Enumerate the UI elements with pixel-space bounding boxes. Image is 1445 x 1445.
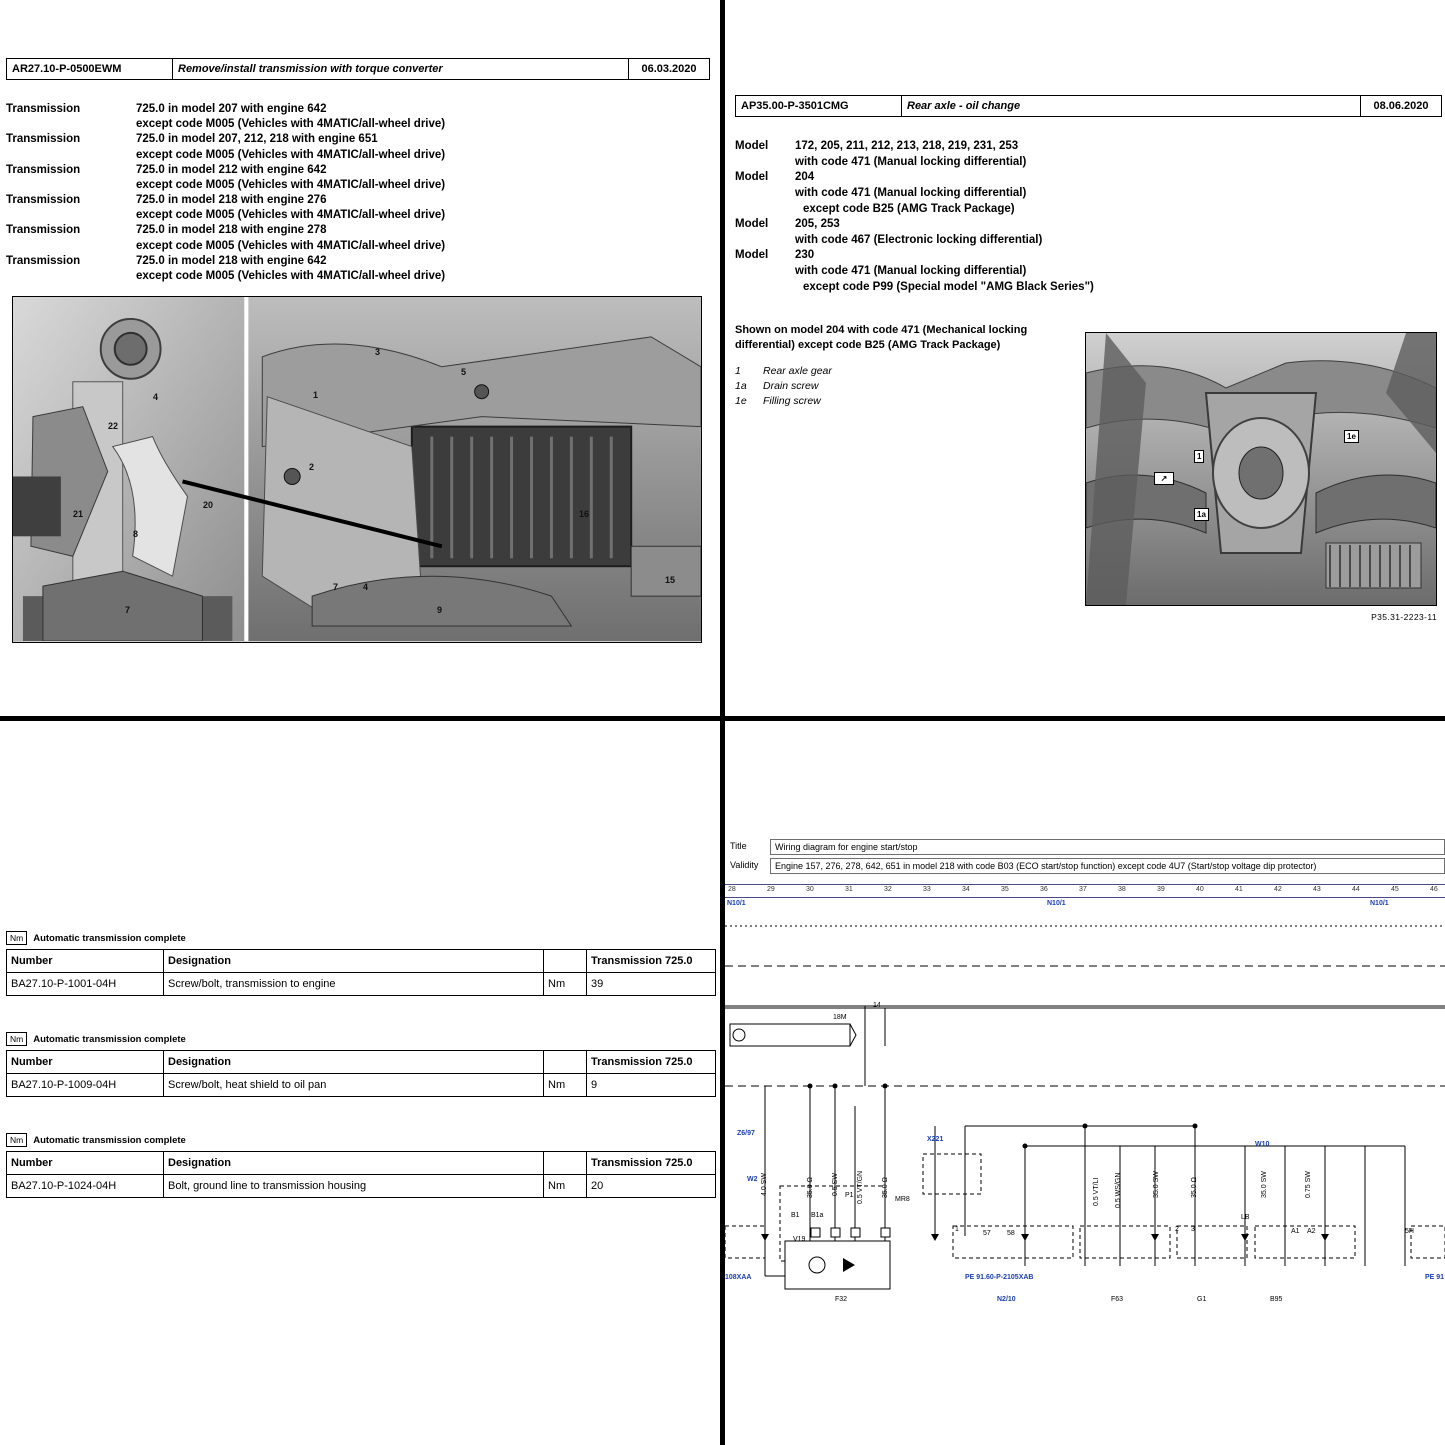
model-label: Model bbox=[735, 140, 769, 152]
transmission-note: except code M005 (Vehicles with 4MATIC/all-wheel drive) bbox=[136, 209, 446, 222]
transmission-value: 725.0 in model 218 with engine 276 bbox=[136, 194, 327, 207]
component-label-v19: V19 bbox=[793, 1236, 806, 1243]
cell-number: BA27.10-P-1024-04H bbox=[7, 1175, 164, 1198]
misc-label-18m: 18M bbox=[833, 1014, 847, 1021]
misc-label-lb: LB bbox=[1241, 1214, 1250, 1221]
ruler-tick: 40 bbox=[1196, 886, 1204, 893]
legend-text: Filling screw bbox=[763, 395, 821, 408]
cell-value: 39 bbox=[587, 973, 716, 996]
torque-block-3 bbox=[6, 1133, 714, 1198]
callout-8: 8 bbox=[133, 529, 139, 540]
ruler-tick: 32 bbox=[884, 886, 892, 893]
component-label-x221: X221 bbox=[927, 1136, 944, 1143]
torque-block-1 bbox=[6, 931, 714, 996]
legend-text: Rear axle gear bbox=[763, 364, 832, 377]
wire-spec-7: 0.5 WS/GN bbox=[1115, 1172, 1122, 1208]
wire-spec-5: 35.0 Ω bbox=[882, 1177, 889, 1198]
model-label: Model bbox=[735, 249, 769, 262]
pe-reference-2[interactable]: PE 91 bbox=[1425, 1274, 1445, 1281]
model-label: Model bbox=[735, 171, 769, 184]
title-label: Title bbox=[730, 841, 747, 851]
transmission-photo-illustration bbox=[13, 297, 701, 641]
transmission-applicability-list bbox=[6, 102, 710, 284]
figure-reference-code: P35.31-2223-11 bbox=[1371, 612, 1437, 622]
transmission-label: Transmission bbox=[6, 133, 81, 146]
torque-block-2 bbox=[6, 1032, 714, 1097]
legend-text: Drain screw bbox=[763, 380, 819, 393]
torque-block-title: Automatic transmission complete bbox=[33, 932, 186, 944]
ruler-tick: 30 bbox=[806, 886, 814, 893]
torque-table bbox=[6, 1050, 716, 1097]
col-header-designation: Designation bbox=[164, 1152, 544, 1175]
col-header-unit bbox=[544, 950, 587, 973]
list-item bbox=[735, 217, 1435, 233]
misc-label-2: 2 bbox=[1175, 1226, 1179, 1233]
component-label-g1: G1 bbox=[1197, 1296, 1207, 1303]
model-value: 172, 205, 211, 212, 213, 218, 219, 231, 253 bbox=[795, 140, 1019, 152]
transmission-note: except code M005 (Vehicles with 4MATIC/all-wheel drive) bbox=[136, 178, 446, 191]
document-page-ar27 bbox=[0, 0, 720, 716]
misc-label-a2: A2 bbox=[1307, 1228, 1316, 1235]
validity-label: Validity bbox=[730, 860, 759, 870]
callout-7: 7 bbox=[125, 605, 131, 616]
col-header-number: Number bbox=[7, 1152, 164, 1175]
list-item bbox=[6, 102, 710, 117]
ruler-tick: 41 bbox=[1235, 886, 1243, 893]
node-label-n10-1-b: N10/1 bbox=[1047, 900, 1066, 907]
wire-spec-6: 0.5 VT/LI bbox=[1093, 1177, 1100, 1206]
ar27-doc-code: AR27.10-P-0500EWM bbox=[7, 59, 173, 79]
misc-label-14: 14 bbox=[873, 1002, 881, 1009]
document-page-ap35 bbox=[725, 0, 1445, 716]
callout-15: 15 bbox=[665, 575, 676, 586]
list-item bbox=[6, 193, 710, 208]
model-note: except code B25 (AMG Track Package) bbox=[803, 202, 1015, 215]
col-header-designation: Designation bbox=[164, 1051, 544, 1074]
wire-spec-4: 0.5 VT/GN bbox=[857, 1170, 864, 1204]
component-label-w10: W10 bbox=[1255, 1141, 1270, 1148]
component-label-n2-10: N2/10 bbox=[997, 1296, 1016, 1303]
vertical-page-divider bbox=[720, 0, 725, 1445]
cell-unit: Nm bbox=[544, 1074, 587, 1097]
component-label-z6-97: Z6/97 bbox=[737, 1130, 755, 1137]
col-header-unit bbox=[544, 1152, 587, 1175]
ruler-tick: 29 bbox=[767, 886, 775, 893]
list-item bbox=[735, 248, 1435, 264]
legend-number: 1 bbox=[735, 364, 741, 377]
transmission-label: Transmission bbox=[6, 194, 81, 207]
col-header-number: Number bbox=[7, 1051, 164, 1074]
wire-spec-1: 4.0 SW bbox=[761, 1173, 768, 1196]
wiring-diagram-page bbox=[725, 721, 1445, 1445]
wire-spec-11: 0.75 SW bbox=[1305, 1171, 1312, 1198]
transmission-note: except code M005 (Vehicles with 4MATIC/all-wheel drive) bbox=[136, 269, 446, 282]
transmission-value: 725.0 in model 212 with engine 642 bbox=[136, 163, 327, 176]
transmission-note: except code M005 (Vehicles with 4MATIC/all-wheel drive) bbox=[136, 239, 446, 252]
callout-4b: 4 bbox=[363, 582, 369, 593]
ruler-tick: 28 bbox=[728, 886, 736, 893]
transmission-value: 725.0 in model 218 with engine 278 bbox=[136, 224, 327, 237]
table-row bbox=[7, 1175, 716, 1198]
legend-number: 1a bbox=[735, 380, 747, 393]
callout-22: 22 bbox=[108, 421, 119, 432]
nm-badge-icon: Nm bbox=[6, 1133, 27, 1147]
torque-table bbox=[6, 949, 716, 996]
table-header-row bbox=[7, 1051, 716, 1074]
title-field[interactable]: Wiring diagram for engine start/stop bbox=[770, 839, 1445, 855]
wire-spec-9: 35.0 Ω bbox=[1191, 1177, 1198, 1198]
legend-number: 1e bbox=[735, 395, 747, 408]
node-label-n10-1-a: N10/1 bbox=[727, 900, 746, 907]
model-note: with code 471 (Manual locking differential) bbox=[795, 186, 1027, 199]
component-label-5h: 5H bbox=[1405, 1228, 1414, 1235]
validity-field[interactable]: Engine 157, 276, 278, 642, 651 in model 218 with code B03 (ECO start/stop function) except code 4U7 (Start/stop voltage dip protector) bbox=[770, 858, 1445, 874]
ap35-doc-date: 08.06.2020 bbox=[1373, 100, 1429, 112]
ruler-tick: 31 bbox=[845, 886, 853, 893]
wiring-diagram-meta bbox=[730, 839, 1445, 877]
rear-axle-illustration bbox=[1086, 333, 1436, 605]
ruler-tick: 44 bbox=[1352, 886, 1360, 893]
cell-value: 20 bbox=[587, 1175, 716, 1198]
model-value: 230 bbox=[795, 249, 815, 262]
ruler-tick: 34 bbox=[962, 886, 970, 893]
list-item bbox=[735, 170, 1435, 186]
nm-badge-icon: Nm bbox=[6, 931, 27, 945]
ap35-doc-header bbox=[735, 95, 1442, 117]
horizontal-page-divider bbox=[0, 716, 1445, 721]
misc-label-p1: P1 bbox=[845, 1192, 854, 1199]
transmission-note: except code M005 (Vehicles with 4MATIC/all-wheel drive) bbox=[136, 148, 446, 161]
cell-number: BA27.10-P-1009-04H bbox=[7, 1074, 164, 1097]
torque-block-header bbox=[6, 1133, 714, 1147]
ap35-doc-title: Rear axle - oil change bbox=[902, 96, 1361, 116]
list-item bbox=[735, 139, 1435, 155]
torque-block-title: Automatic transmission complete bbox=[33, 1134, 186, 1146]
transmission-value: 725.0 in model 207 with engine 642 bbox=[136, 103, 327, 115]
connector-reference-108xaa: 108XAA bbox=[725, 1274, 752, 1281]
ruler-tick: 37 bbox=[1079, 886, 1087, 893]
rear-axle-photo-figure bbox=[1085, 332, 1437, 606]
misc-label-a1: A1 bbox=[1291, 1228, 1300, 1235]
list-item bbox=[6, 223, 710, 238]
ruler-tick: 35 bbox=[1001, 886, 1009, 893]
col-header-value: Transmission 725.0 bbox=[587, 1152, 716, 1175]
misc-label-3: 3 bbox=[1191, 1226, 1195, 1233]
cell-value: 9 bbox=[587, 1074, 716, 1097]
ar27-doc-header bbox=[6, 58, 710, 80]
callout-box-1e: 1e bbox=[1344, 430, 1359, 443]
title-row bbox=[730, 839, 1445, 855]
wire-spec-3: 0.5 SW bbox=[832, 1173, 839, 1196]
cell-unit: Nm bbox=[544, 973, 587, 996]
col-header-designation: Designation bbox=[164, 950, 544, 973]
torque-block-title: Automatic transmission complete bbox=[33, 1033, 186, 1045]
ruler-tick: 42 bbox=[1274, 886, 1282, 893]
callout-3: 3 bbox=[375, 347, 381, 358]
transmission-label: Transmission bbox=[6, 224, 81, 237]
col-header-unit bbox=[544, 1051, 587, 1074]
callout-1: 1 bbox=[313, 390, 319, 401]
document-page-torque-specs bbox=[0, 721, 720, 1445]
ruler-tick: 38 bbox=[1118, 886, 1126, 893]
ar27-doc-title: Remove/install transmission with torque converter bbox=[173, 59, 629, 79]
misc-label-b1a: B1a bbox=[811, 1212, 824, 1219]
list-item bbox=[6, 163, 710, 178]
model-note: with code 467 (Electronic locking differential) bbox=[795, 233, 1043, 246]
list-item bbox=[6, 132, 710, 147]
torque-block-header bbox=[6, 1032, 714, 1046]
model-label: Model bbox=[735, 218, 769, 231]
transmission-label: Transmission bbox=[6, 254, 81, 267]
ruler-tick: 46 bbox=[1430, 886, 1438, 893]
model-applicability-list bbox=[735, 139, 1435, 295]
ar27-doc-date: 06.03.2020 bbox=[641, 63, 697, 75]
table-header-row bbox=[7, 1152, 716, 1175]
ruler-tick: 45 bbox=[1391, 886, 1399, 893]
table-row bbox=[7, 973, 716, 996]
torque-table bbox=[6, 1151, 716, 1198]
ruler-tick: 43 bbox=[1313, 886, 1321, 893]
callout-7b: 7 bbox=[333, 582, 339, 593]
misc-label-57: 57 bbox=[983, 1230, 991, 1237]
misc-label-58: 58 bbox=[1007, 1230, 1015, 1237]
validity-row bbox=[730, 858, 1445, 874]
col-header-number: Number bbox=[7, 950, 164, 973]
transmission-note: except code M005 (Vehicles with 4MATIC/all-wheel drive) bbox=[136, 118, 446, 131]
ruler-tick: 36 bbox=[1040, 886, 1048, 893]
shown-on-caption: Shown on model 204 with code 471 (Mechanical locking differential) except code B25 (AMG Track Package) bbox=[735, 324, 1028, 351]
callout-box-arrow: ↗ bbox=[1154, 472, 1174, 485]
transmission-value: 725.0 in model 218 with engine 642 bbox=[136, 254, 327, 267]
node-label-n10-1-c: N10/1 bbox=[1370, 900, 1389, 907]
transmission-photo-figure bbox=[12, 296, 702, 643]
callout-9: 9 bbox=[437, 605, 443, 616]
table-header-row bbox=[7, 950, 716, 973]
list-item bbox=[6, 254, 710, 269]
ap35-doc-code: AP35.00-P-3501CMG bbox=[736, 96, 902, 116]
callout-21: 21 bbox=[73, 509, 84, 520]
model-note: except code P99 (Special model "AMG Black Series") bbox=[803, 280, 1094, 293]
cell-designation: Screw/bolt, heat shield to oil pan bbox=[164, 1074, 544, 1097]
col-header-value: Transmission 725.0 bbox=[587, 950, 716, 973]
model-note: with code 471 (Manual locking differential) bbox=[795, 155, 1027, 168]
wire-spec-2: 35.0 Ω bbox=[807, 1177, 814, 1198]
nm-badge-icon: Nm bbox=[6, 1032, 27, 1046]
transmission-label: Transmission bbox=[6, 163, 81, 176]
cell-number: BA27.10-P-1001-04H bbox=[7, 973, 164, 996]
wiring-diagram-canvas bbox=[725, 896, 1445, 1326]
ruler-tick: 39 bbox=[1157, 886, 1165, 893]
component-label-f63: F63 bbox=[1111, 1296, 1124, 1303]
model-value: 204 bbox=[795, 171, 815, 184]
component-label-b95: B95 bbox=[1270, 1296, 1283, 1303]
torque-block-header bbox=[6, 931, 714, 945]
misc-label-1: 1 bbox=[955, 1226, 959, 1233]
cell-unit: Nm bbox=[544, 1175, 587, 1198]
ruler-tick: 33 bbox=[923, 886, 931, 893]
callout-4: 4 bbox=[153, 392, 159, 403]
model-value: 205, 253 bbox=[795, 218, 840, 231]
col-header-value: Transmission 725.0 bbox=[587, 1051, 716, 1074]
misc-label-mr8: MR8 bbox=[895, 1196, 910, 1203]
callout-20: 20 bbox=[203, 500, 214, 511]
component-label-f32: F32 bbox=[835, 1296, 848, 1303]
callout-box-1: 1 bbox=[1194, 450, 1204, 463]
callout-16: 16 bbox=[579, 509, 590, 520]
callout-box-1a: 1a bbox=[1194, 508, 1209, 521]
wire-spec-8: 35.0 SW bbox=[1153, 1171, 1160, 1198]
wiring-diagram-svg bbox=[725, 896, 1445, 1326]
model-note: with code 471 (Manual locking differential) bbox=[795, 265, 1027, 277]
transmission-label: Transmission bbox=[6, 103, 81, 115]
callout-2: 2 bbox=[309, 462, 315, 473]
transmission-value: 725.0 in model 207, 212, 218 with engine 651 bbox=[136, 133, 378, 146]
cell-designation: Bolt, ground line to transmission housing bbox=[164, 1175, 544, 1198]
table-row bbox=[7, 1074, 716, 1097]
wire-spec-10: 35.0 SW bbox=[1261, 1171, 1268, 1198]
cell-designation: Screw/bolt, transmission to engine bbox=[164, 973, 544, 996]
misc-label-b1: B1 bbox=[791, 1212, 800, 1219]
component-label-w2: W2 bbox=[747, 1176, 758, 1183]
callout-5: 5 bbox=[461, 367, 467, 378]
pe-reference-1[interactable]: PE 91.60-P-2105XAB bbox=[965, 1274, 1034, 1281]
